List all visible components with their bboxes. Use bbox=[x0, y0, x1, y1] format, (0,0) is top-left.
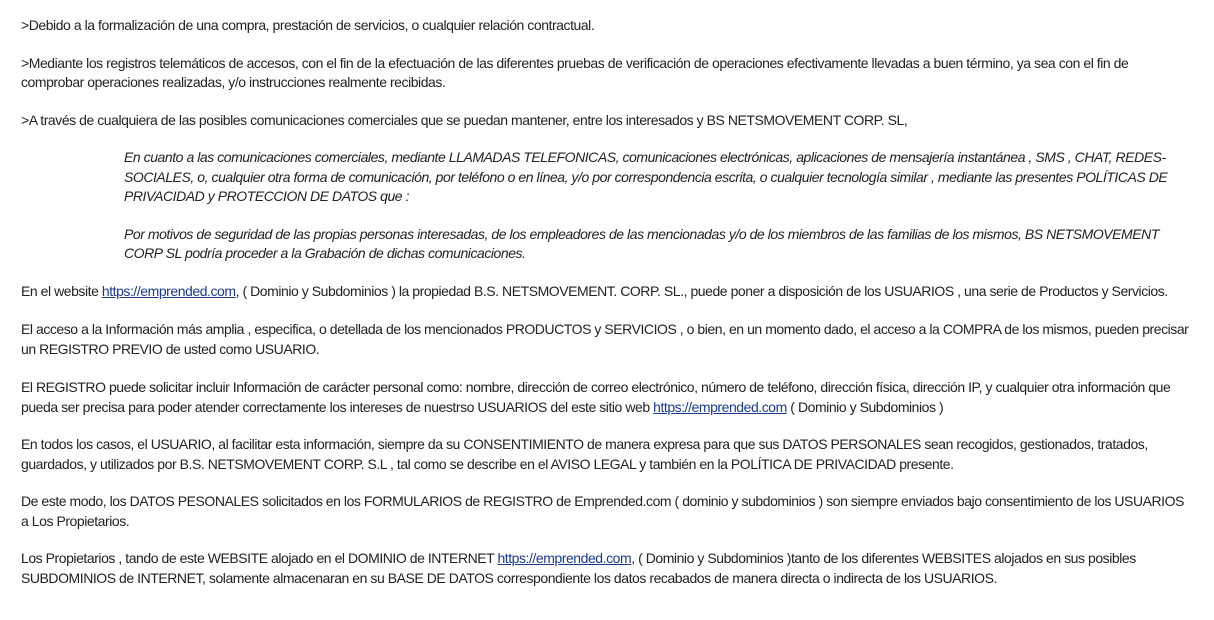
paragraph-comunicaciones: >A través de cualquiera de las posibles comunicaciones comerciales que se puedan mantener, entre los interesados y BS NETSMOVEMENT CORP. SL, bbox=[21, 111, 908, 128]
indented-paragraph-seguridad: Por motivos de seguridad de las propias personas interesadas, de los empleadores de las mencionadas y/o de los miembros de las familias de los mismos, BS NETSMOVEMENT CORP SL podría proceder a la Grabación de dichas comunicaciones. bbox=[124, 225, 1159, 261]
paragraph-registro bbox=[21, 378, 1194, 417]
paragraph-website-text-after: , ( Dominio y Subdominios ) la propiedad B.S. NETSMOVEMENT. CORP. SL., puede poner a disposición de los USUARIOS , una serie de Productos y Servicios. bbox=[235, 282, 1168, 299]
paragraph-datos-personales: De este modo, los DATOS PESONALES solicitados en los FORMULARIOS de REGISTRO de Emprended.com ( dominio y subdominios ) son siempre enviados bajo consentimiento de los USUARIOS a Los Propietarios. bbox=[21, 493, 1184, 529]
paragraph-registros-telematicos: >Mediante los registros telemáticos de accesos, con el fin de la efectuación de las diferentes pruebas de verificación de operaciones efectivamente llevadas a buen término, ya sea con el fin de comprobar operaciones realizadas, y/o instrucciones realmente recibidas. bbox=[21, 54, 1129, 90]
paragraph-propietarios-text-after: , ( Dominio y Subdominios )tanto de los diferentes WEBSITES alojados en sus posibles SUBDOMINIOS de INTERNET, solamente almacenaran en su BASE DE DATOS correspondiente los datos recabados de manera directa o indirecta de los USUARIOS. bbox=[21, 550, 1136, 586]
paragraph-propietarios-text-before: Los Propietarios , tando de este WEBSITE alojado en el DOMINIO de INTERNET bbox=[21, 550, 498, 566]
website-link[interactable]: https://emprended.com bbox=[101, 282, 236, 299]
paragraph-registro-text-before: El REGISTRO puede solicitar incluir Información de carácter personal como: nombre, dirección de correo electrónico, número de teléfono, dirección física, dirección IP, y cualquier otra información que pueda ser precisa para poder atender correctamente los intereses de nuestrso USUARIOS del este sitio web bbox=[21, 379, 1171, 415]
paragraph-acceso-informacion: El acceso a la Información más amplia , especifica, o detellada de los mencionados PRODUCTOS y SERVICIOS , o bien, en un momento dado, el acceso a la COMPRA de los mismos, pueden precisar un REGISTRO PREVIO de usted como USUARIO. bbox=[21, 321, 1189, 357]
paragraph-website-text-before: En el website bbox=[21, 282, 102, 299]
indented-paragraph-comunicaciones-comerciales: En cuanto a las comunicaciones comerciales, mediante LLAMADAS TELEFONICAS, comunicaciones electrónicas, aplicaciones de mensajería instantánea , SMS , CHAT, REDES-SOCIALES, o, cualquier otra forma de comunicación, por teléfono o en línea, y/o por correspondencia escrita, o cualquier tecnología similar , mediante las presentes POLÍTICAS DE PRIVACIDAD y PROTECCION DE DATOS que : bbox=[124, 149, 1168, 204]
propietarios-website-link[interactable]: https://emprended.com bbox=[497, 550, 632, 566]
paragraph-propietarios bbox=[21, 549, 1194, 588]
paragraph-website bbox=[21, 282, 1194, 302]
paragraph-registro-text-after: ( Dominio y Subdominios ) bbox=[786, 398, 944, 415]
paragraph-consentimiento: En todos los casos, el USUARIO, al facilitar esta información, siempre da su CONSENTIMIENTO de manera expresa para que sus DATOS PERSONALES sean recogidos, gestionados, tratados, guardados, y utilizados por B.S. NETSMOVEMENT CORP. S.L , tal como se describe en el AVISO LEGAL y también en la POLÍTICA DE PRIVACIDAD presente. bbox=[21, 436, 1148, 472]
paragraph-formalizacion: >Debido a la formalización de una compra, prestación de servicios, o cualquier relación contractual. bbox=[21, 17, 595, 33]
registro-website-link[interactable]: https://emprended.com bbox=[653, 398, 787, 415]
